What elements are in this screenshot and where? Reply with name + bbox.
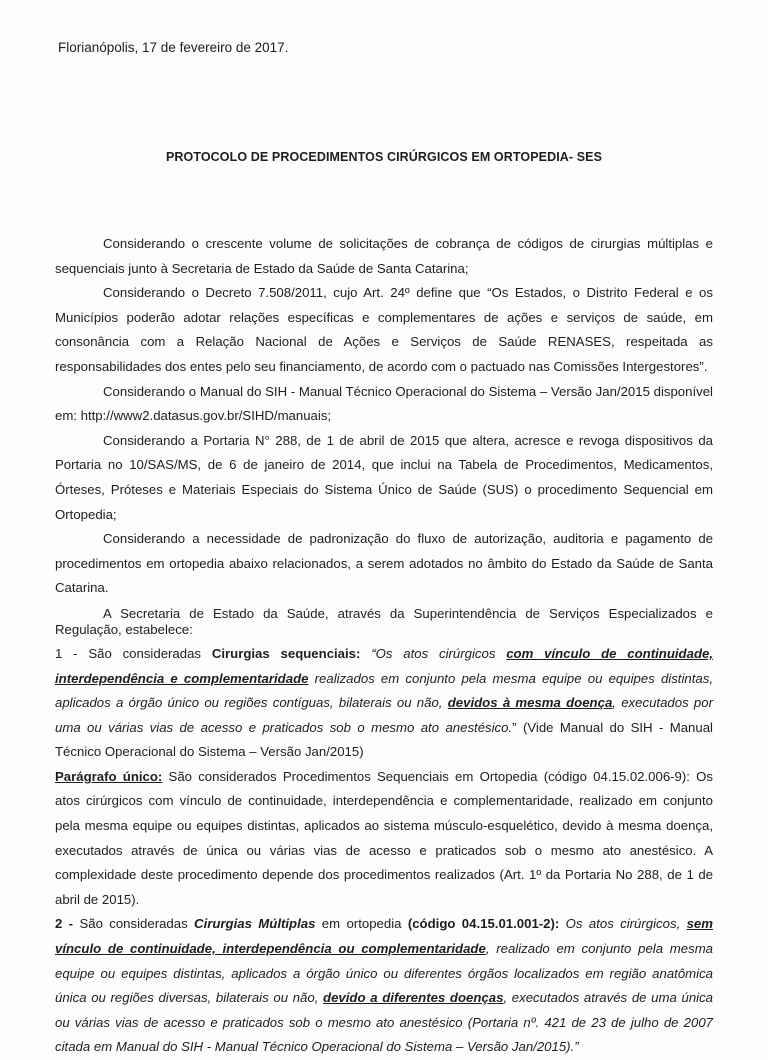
code-cirurgias-multiplas: (código 04.15.01.001-2): xyxy=(407,916,560,932)
paragraph-estabelece: A Secretaria de Estado da Saúde, através da Superintendência de Serviços Especializados e Regulação, estabelece: xyxy=(55,605,713,637)
paragrafo-unico-label: Parágrafo único: xyxy=(55,768,163,784)
emphasis-sem-vinculo: sem vínculo de continuidade, interdependência ou complementaridade xyxy=(55,916,713,957)
item-1-cirurgias-sequenciais: 1 - São consideradas Cirurgias sequenciais: “Os atos cirúrgicos com vínculo de continuidade, interdependência e complementaridade realizados em conjunto pela mesma equipe ou equipes distintas, aplicados a órgão único ou regiões contíguas, bilaterais ou não, devidos à mesma doença, executados por uma ou várias vias de acesso e praticados sob o mesmo ato anestésico.” (Vide Manual do SIH - Manual Técnico Operacional do Sistema – Versão Jan/2015) xyxy=(55,645,713,760)
item-2-cirurgias-multiplas: 2 - São consideradas Cirurgias Múltiplas em ortopedia (código 04.15.01.001-2): Os atos cirúrgicos, sem vínculo de continuidade, interdependência ou complementaridade, realizado em conjunto pela mesma equipe ou equipes distintas, aplicados a órgão único ou diferentes órgãos localizados em região anatômica única ou regiões diversas, bilaterais ou não, devido a diferentes doenças, executados através de uma única ou várias vias de acesso e praticados sob o mesmo ato anestésico (Portaria nº. 421 de 23 de julho de 2007 citada em Manual do SIH - Manual Técnico Operacional do Sistema – Versão Jan/2015).” xyxy=(55,916,714,1055)
term-cirurgias-multiplas: Cirurgias Múltiplas xyxy=(194,916,316,932)
paragrafo-unico: Parágrafo único: São considerados Procedimentos Sequenciais em Ortopedia (código 04.15.02.006-9): Os atos cirúrgicos com vínculo de continuidade, interdependência e complementaridade, realizado em conjunto pela mesma equipe ou equipes distintas, aplicados ao sistema músculo-esquelético, devido à mesma doença, executados através de única ou várias vias de acesso e praticados sob o mesmo ato anestésico. A complexidade deste procedimento depende dos procedimentos realizados (Art. 1º da Portaria No 288, de 1 de abril de 2015). xyxy=(55,768,713,907)
paragraph-considerando-padronizacao: Considerando a necessidade de padronização do fluxo de autorização, auditoria e pagamento de procedimentos em ortopedia abaixo relacionados, a serem adotados no âmbito do Estado da Saúde de Santa Catarina. xyxy=(55,531,713,596)
paragraph-considerando-decreto: Considerando o Decreto 7.508/2011, cujo Art. 24º define que “Os Estados, o Distrito Federal e os Municípios poderão adotar relações específicas e complementares de ações e serviços de saúde, em consonância com a Relação Nacional de Ações e Serviços de Saúde RENASES, respeitada as responsabilidades dos entes pelo seu financiamento, de acordo com o pactuado nas Comissões Intergestores”. xyxy=(55,285,713,374)
paragraph-considerando-manual: Considerando o Manual do SIH - Manual Técnico Operacional do Sistema – Versão Jan/2015 disponível em: http://www2.datasus.gov.br/SIHD/manuais; xyxy=(55,383,713,424)
emphasis-diferentes-doencas: devido a diferentes doenças xyxy=(323,990,504,1006)
document-date: Florianópolis, 17 de fevereiro de 2017. xyxy=(58,40,289,55)
emphasis-com-vinculo: com vínculo de continuidade, interdependência e complementaridade xyxy=(55,645,713,686)
paragraph-considerando-volume: Considerando o crescente volume de solicitações de cobrança de códigos de cirurgias múltiplas e sequenciais junto à Secretaria de Estado da Saúde de Santa Catarina; xyxy=(55,236,713,276)
document-body xyxy=(55,232,713,1060)
emphasis-mesma-doenca: devidos à mesma doença xyxy=(447,695,613,711)
paragraph-considerando-portaria: Considerando a Portaria N° 288, de 1 de abril de 2015 que altera, acresce e revoga dispositivos da Portaria no 10/SAS/MS, de 6 de janeiro de 2014, que inclui na Tabela de Procedimentos, Medicamentos, Órteses, Próteses e Materiais Especiais do Sistema Único de Saúde (SUS) o procedimento Sequencial em Ortopedia; xyxy=(55,432,713,522)
document-title: PROTOCOLO DE PROCEDIMENTOS CIRÚRGICOS EM ORTOPEDIA- SES xyxy=(165,150,603,164)
term-cirurgias-sequenciais: Cirurgias sequenciais: xyxy=(211,645,361,661)
